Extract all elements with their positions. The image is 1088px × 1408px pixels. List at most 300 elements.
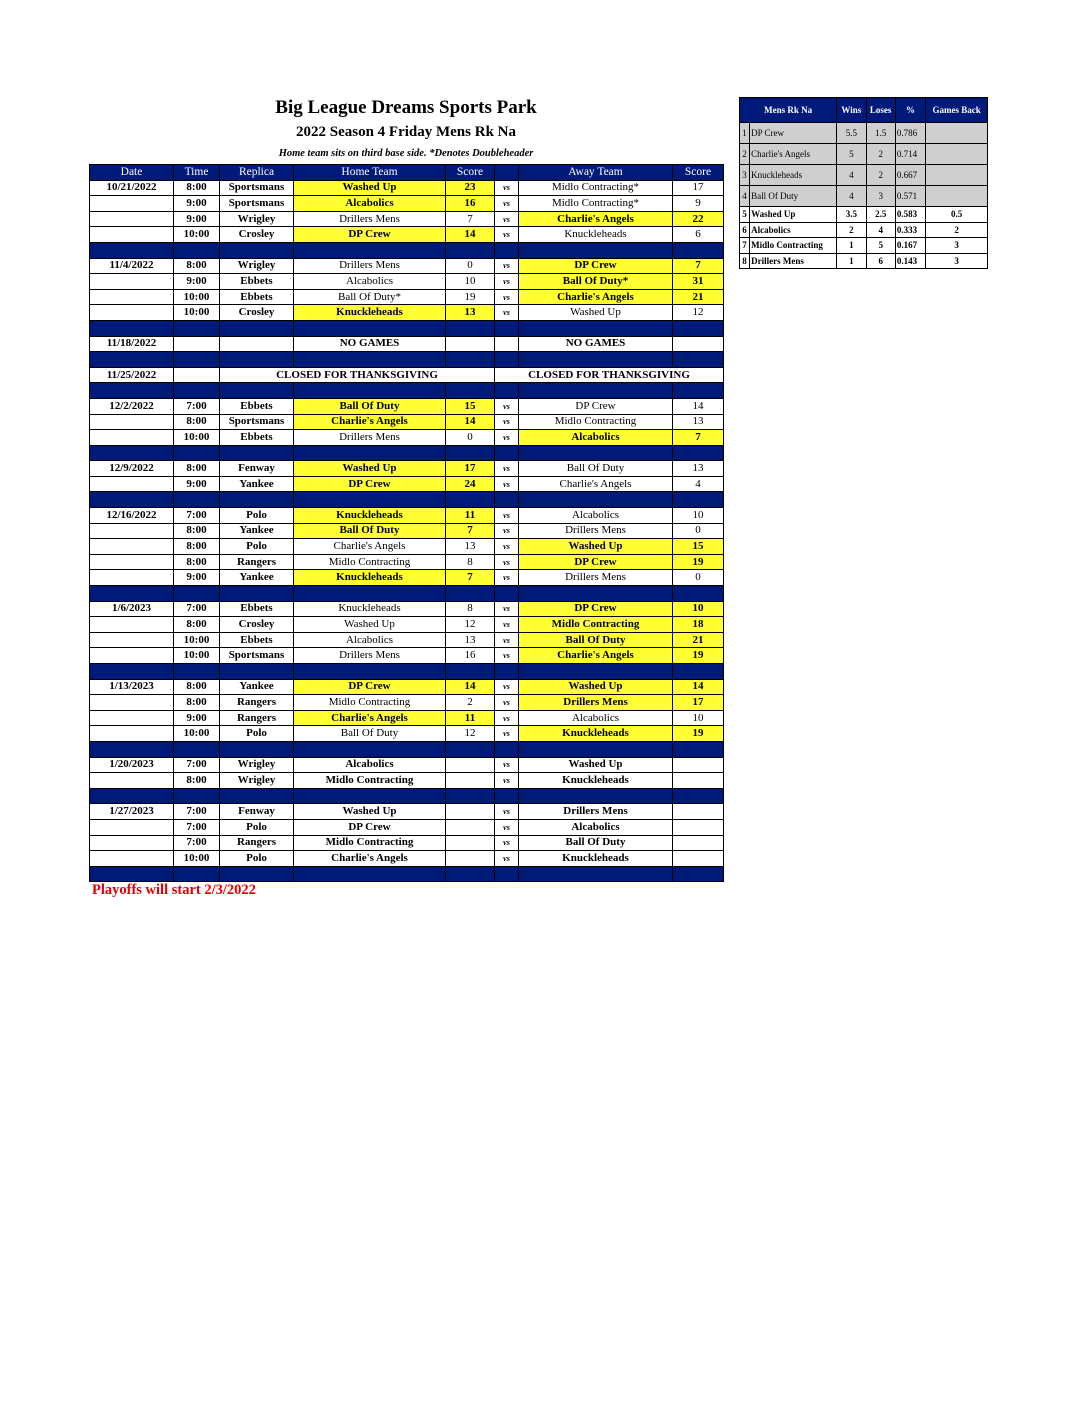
- home-team: Ball Of Duty: [294, 726, 446, 742]
- home-score: 10: [446, 274, 495, 290]
- game-date: [90, 632, 174, 648]
- vs-label: vs: [495, 430, 519, 446]
- separator-cell: [90, 352, 174, 368]
- separator-cell: [446, 866, 495, 882]
- game-time: 8:00: [174, 773, 220, 789]
- standings-col-division: Mens Rk Na: [740, 98, 837, 123]
- away-team: Washed Up: [519, 539, 673, 555]
- game-date: [90, 476, 174, 492]
- away-score: 15: [673, 539, 724, 555]
- game-time: 8:00: [174, 554, 220, 570]
- away-score: [673, 819, 724, 835]
- separator-cell: [90, 866, 174, 882]
- away-score: 12: [673, 305, 724, 321]
- standing-wins: 5: [837, 144, 866, 165]
- separator-cell: [446, 242, 495, 258]
- separator-cell: [220, 664, 294, 680]
- away-team: Ball Of Duty*: [519, 274, 673, 290]
- game-time: 10:00: [174, 305, 220, 321]
- vs-label: vs: [495, 648, 519, 664]
- vs-label: vs: [495, 570, 519, 586]
- home-score: 0: [446, 258, 495, 274]
- separator-cell: [90, 664, 174, 680]
- home-score: 8: [446, 601, 495, 617]
- game-field: Ebbets: [220, 289, 294, 305]
- home-team: Knuckleheads: [294, 570, 446, 586]
- home-team: Midlo Contracting: [294, 835, 446, 851]
- vs-label: vs: [495, 305, 519, 321]
- game-row: [90, 710, 724, 726]
- vs-label: vs: [495, 695, 519, 711]
- playoffs-notice: Playoffs will start 2/3/2022: [92, 882, 256, 898]
- away-score: 19: [673, 554, 724, 570]
- game-field: Sportsmans: [220, 414, 294, 430]
- home-team: Washed Up: [294, 804, 446, 820]
- game-field: Rangers: [220, 835, 294, 851]
- game-field: Ebbets: [220, 274, 294, 290]
- game-date: 12/2/2022: [90, 398, 174, 414]
- vs-label: vs: [495, 819, 519, 835]
- vs-label: vs: [495, 414, 519, 430]
- away-team: Drillers Mens: [519, 804, 673, 820]
- game-date: [90, 710, 174, 726]
- game-row: [90, 196, 724, 212]
- separator-cell: [294, 741, 446, 757]
- game-field: Fenway: [220, 804, 294, 820]
- game-time: 10:00: [174, 851, 220, 867]
- away-team: Knuckleheads: [519, 227, 673, 243]
- home-team: Charlie's Angels: [294, 414, 446, 430]
- game-date: [90, 773, 174, 789]
- home-score: 15: [446, 398, 495, 414]
- game-row: [90, 336, 724, 352]
- standing-games-back: 0.5: [926, 207, 988, 223]
- vs-label: vs: [495, 710, 519, 726]
- separator-cell: [673, 741, 724, 757]
- standing-rank: 2: [740, 144, 750, 165]
- away-score: 22: [673, 211, 724, 227]
- home-score: 7: [446, 570, 495, 586]
- col-away-team: Away Team: [519, 165, 673, 181]
- standing-team: Charlie's Angels: [750, 144, 837, 165]
- separator-cell: [519, 492, 673, 508]
- home-team: Knuckleheads: [294, 305, 446, 321]
- away-team: Ball Of Duty: [519, 632, 673, 648]
- standing-team: Washed Up: [750, 207, 837, 223]
- separator-cell: [519, 586, 673, 602]
- away-team: Drillers Mens: [519, 523, 673, 539]
- separator-cell: [495, 492, 519, 508]
- game-date: [90, 274, 174, 290]
- week-separator: [90, 866, 724, 882]
- game-time: 8:00: [174, 414, 220, 430]
- away-score: 17: [673, 695, 724, 711]
- game-time: 8:00: [174, 679, 220, 695]
- game-time: [174, 367, 220, 383]
- week-separator: [90, 383, 724, 399]
- closed-label: CLOSED FOR THANKSGIVING: [220, 367, 495, 383]
- game-time: 7:00: [174, 508, 220, 524]
- home-team: Charlie's Angels: [294, 851, 446, 867]
- home-score: 7: [446, 211, 495, 227]
- home-score: 8: [446, 554, 495, 570]
- away-team: Charlie's Angels: [519, 211, 673, 227]
- home-team: Alcabolics: [294, 757, 446, 773]
- home-team: Midlo Contracting: [294, 773, 446, 789]
- vs-label: vs: [495, 757, 519, 773]
- separator-cell: [90, 445, 174, 461]
- game-date: [90, 227, 174, 243]
- game-row: [90, 804, 724, 820]
- game-time: 10:00: [174, 430, 220, 446]
- away-score: 13: [673, 414, 724, 430]
- col-away-score: Score: [673, 165, 724, 181]
- away-team: Charlie's Angels: [519, 648, 673, 664]
- separator-cell: [673, 788, 724, 804]
- home-team: Drillers Mens: [294, 211, 446, 227]
- game-field: Polo: [220, 508, 294, 524]
- vs-label: vs: [495, 508, 519, 524]
- week-separator: [90, 664, 724, 680]
- away-score: 7: [673, 430, 724, 446]
- separator-cell: [294, 320, 446, 336]
- separator-cell: [673, 586, 724, 602]
- game-field: Sportsmans: [220, 196, 294, 212]
- col-vs: [495, 165, 519, 181]
- game-row: [90, 430, 724, 446]
- standing-loses: 2: [866, 165, 895, 186]
- vs-label: vs: [495, 632, 519, 648]
- standing-rank: 7: [740, 238, 750, 254]
- vs-label: vs: [495, 773, 519, 789]
- vs-label: vs: [495, 180, 519, 196]
- game-row: [90, 258, 724, 274]
- game-row: [90, 835, 724, 851]
- home-score: 17: [446, 461, 495, 477]
- game-time: 8:00: [174, 539, 220, 555]
- separator-cell: [446, 741, 495, 757]
- standing-rank: 4: [740, 186, 750, 207]
- week-separator: [90, 788, 724, 804]
- col-date: Date: [90, 165, 174, 181]
- game-field: Rangers: [220, 554, 294, 570]
- away-score: [673, 336, 724, 352]
- home-team: Charlie's Angels: [294, 710, 446, 726]
- col-home-score: Score: [446, 165, 495, 181]
- away-team: Alcabolics: [519, 508, 673, 524]
- away-team: Washed Up: [519, 679, 673, 695]
- separator-cell: [174, 320, 220, 336]
- game-date: 11/25/2022: [90, 367, 174, 383]
- separator-cell: [174, 664, 220, 680]
- standing-loses: 2: [866, 144, 895, 165]
- away-score: 14: [673, 679, 724, 695]
- game-time: 8:00: [174, 461, 220, 477]
- standing-pct: 0.786: [895, 123, 925, 144]
- separator-cell: [673, 492, 724, 508]
- vs-label: vs: [495, 274, 519, 290]
- standing-rank: 1: [740, 123, 750, 144]
- closed-row: [90, 367, 724, 383]
- game-field: Yankee: [220, 523, 294, 539]
- game-time: 10:00: [174, 632, 220, 648]
- game-field: Wrigley: [220, 757, 294, 773]
- separator-cell: [174, 741, 220, 757]
- separator-cell: [90, 492, 174, 508]
- away-score: 0: [673, 523, 724, 539]
- home-score: 14: [446, 414, 495, 430]
- game-row: [90, 695, 724, 711]
- separator-cell: [90, 741, 174, 757]
- game-field: Polo: [220, 539, 294, 555]
- game-time: 7:00: [174, 835, 220, 851]
- game-date: [90, 523, 174, 539]
- away-team: Alcabolics: [519, 819, 673, 835]
- week-separator: [90, 352, 724, 368]
- home-team: Washed Up: [294, 617, 446, 633]
- away-team: Alcabolics: [519, 710, 673, 726]
- game-field: Polo: [220, 726, 294, 742]
- home-score: 13: [446, 632, 495, 648]
- game-time: 9:00: [174, 196, 220, 212]
- separator-cell: [495, 242, 519, 258]
- away-score: 9: [673, 196, 724, 212]
- separator-cell: [220, 320, 294, 336]
- game-field: Wrigley: [220, 258, 294, 274]
- game-field: Fenway: [220, 461, 294, 477]
- game-field: Rangers: [220, 710, 294, 726]
- separator-cell: [174, 445, 220, 461]
- game-row: [90, 617, 724, 633]
- away-score: 13: [673, 461, 724, 477]
- home-team: Drillers Mens: [294, 430, 446, 446]
- standing-games-back: [926, 165, 988, 186]
- away-team: Knuckleheads: [519, 726, 673, 742]
- standing-pct: 0.571: [895, 186, 925, 207]
- home-score: 12: [446, 617, 495, 633]
- home-score: 12: [446, 726, 495, 742]
- standing-games-back: 2: [926, 222, 988, 238]
- game-row: [90, 398, 724, 414]
- standings-row: [740, 165, 988, 186]
- away-team: Washed Up: [519, 305, 673, 321]
- schedule-note: Home team sits on third base side. *Denotes Doubleheader: [278, 148, 534, 159]
- vs-label: vs: [495, 461, 519, 477]
- game-field: Polo: [220, 851, 294, 867]
- home-score: 14: [446, 679, 495, 695]
- game-row: [90, 211, 724, 227]
- game-date: 1/13/2023: [90, 679, 174, 695]
- game-row: [90, 773, 724, 789]
- vs-label: vs: [495, 289, 519, 305]
- separator-cell: [220, 866, 294, 882]
- game-field: [220, 336, 294, 352]
- home-team: Midlo Contracting: [294, 695, 446, 711]
- standing-team: Ball Of Duty: [750, 186, 837, 207]
- game-date: [90, 430, 174, 446]
- home-team: Midlo Contracting: [294, 554, 446, 570]
- game-date: [90, 819, 174, 835]
- vs-label: vs: [495, 601, 519, 617]
- separator-cell: [446, 383, 495, 399]
- home-score: 0: [446, 430, 495, 446]
- separator-cell: [90, 788, 174, 804]
- game-time: 8:00: [174, 180, 220, 196]
- separator-cell: [495, 741, 519, 757]
- schedule-table: [89, 164, 724, 882]
- separator-cell: [495, 788, 519, 804]
- separator-cell: [673, 445, 724, 461]
- col-replica: Replica: [220, 165, 294, 181]
- game-date: 1/20/2023: [90, 757, 174, 773]
- separator-cell: [446, 320, 495, 336]
- home-team: Ball Of Duty*: [294, 289, 446, 305]
- away-team: DP Crew: [519, 258, 673, 274]
- game-row: [90, 554, 724, 570]
- standing-wins: 5.5: [837, 123, 866, 144]
- game-time: 9:00: [174, 274, 220, 290]
- away-team: DP Crew: [519, 554, 673, 570]
- away-score: 10: [673, 710, 724, 726]
- game-date: [90, 196, 174, 212]
- home-team: DP Crew: [294, 679, 446, 695]
- standing-games-back: [926, 144, 988, 165]
- col-time: Time: [174, 165, 220, 181]
- standing-pct: 0.143: [895, 253, 925, 269]
- home-team: Alcabolics: [294, 196, 446, 212]
- game-field: Yankee: [220, 476, 294, 492]
- separator-cell: [495, 320, 519, 336]
- separator-cell: [174, 492, 220, 508]
- home-team: Washed Up: [294, 461, 446, 477]
- home-score: [446, 336, 495, 352]
- standing-pct: 0.333: [895, 222, 925, 238]
- game-time: 7:00: [174, 757, 220, 773]
- separator-cell: [220, 788, 294, 804]
- game-date: [90, 211, 174, 227]
- game-field: Rangers: [220, 695, 294, 711]
- home-team: Ball Of Duty: [294, 523, 446, 539]
- separator-cell: [220, 352, 294, 368]
- game-field: Sportsmans: [220, 648, 294, 664]
- away-team: Alcabolics: [519, 430, 673, 446]
- game-field: Ebbets: [220, 430, 294, 446]
- game-time: 8:00: [174, 695, 220, 711]
- home-team: NO GAMES: [294, 336, 446, 352]
- home-team: Charlie's Angels: [294, 539, 446, 555]
- home-team: Knuckleheads: [294, 601, 446, 617]
- standing-loses: 3: [866, 186, 895, 207]
- separator-cell: [519, 866, 673, 882]
- separator-cell: [519, 352, 673, 368]
- game-field: Yankee: [220, 570, 294, 586]
- separator-cell: [673, 320, 724, 336]
- standing-loses: 1.5: [866, 123, 895, 144]
- game-row: [90, 508, 724, 524]
- separator-cell: [446, 445, 495, 461]
- away-team: NO GAMES: [519, 336, 673, 352]
- separator-cell: [519, 788, 673, 804]
- game-row: [90, 757, 724, 773]
- separator-cell: [294, 866, 446, 882]
- game-time: 7:00: [174, 398, 220, 414]
- separator-cell: [446, 352, 495, 368]
- game-time: 7:00: [174, 819, 220, 835]
- separator-cell: [495, 445, 519, 461]
- standing-wins: 4: [837, 186, 866, 207]
- away-score: [673, 757, 724, 773]
- game-date: 12/9/2022: [90, 461, 174, 477]
- week-separator: [90, 492, 724, 508]
- standing-pct: 0.583: [895, 207, 925, 223]
- away-team: DP Crew: [519, 398, 673, 414]
- week-separator: [90, 741, 724, 757]
- away-score: [673, 835, 724, 851]
- separator-cell: [519, 741, 673, 757]
- game-row: [90, 461, 724, 477]
- standing-rank: 3: [740, 165, 750, 186]
- home-score: 14: [446, 227, 495, 243]
- game-date: [90, 414, 174, 430]
- game-date: [90, 695, 174, 711]
- separator-cell: [220, 445, 294, 461]
- away-team: Ball Of Duty: [519, 461, 673, 477]
- separator-cell: [519, 445, 673, 461]
- away-team: Charlie's Angels: [519, 289, 673, 305]
- separator-cell: [90, 383, 174, 399]
- away-score: 21: [673, 289, 724, 305]
- vs-label: vs: [495, 539, 519, 555]
- game-field: Crosley: [220, 617, 294, 633]
- week-separator: [90, 586, 724, 602]
- standings-col-wins: Wins: [837, 98, 866, 123]
- separator-cell: [519, 383, 673, 399]
- separator-cell: [673, 664, 724, 680]
- game-row: [90, 648, 724, 664]
- standings-row: [740, 207, 988, 223]
- standing-wins: 1: [837, 253, 866, 269]
- standing-wins: 1: [837, 238, 866, 254]
- separator-cell: [294, 352, 446, 368]
- col-home-team: Home Team: [294, 165, 446, 181]
- away-team: Midlo Contracting: [519, 414, 673, 430]
- game-date: 11/18/2022: [90, 336, 174, 352]
- home-score: 11: [446, 710, 495, 726]
- separator-cell: [90, 242, 174, 258]
- separator-cell: [673, 242, 724, 258]
- away-score: 19: [673, 648, 724, 664]
- separator-cell: [294, 242, 446, 258]
- game-date: [90, 570, 174, 586]
- game-time: 9:00: [174, 476, 220, 492]
- vs-label: vs: [495, 851, 519, 867]
- separator-cell: [220, 242, 294, 258]
- away-score: 0: [673, 570, 724, 586]
- standing-team: Knuckleheads: [750, 165, 837, 186]
- separator-cell: [220, 741, 294, 757]
- vs-label: vs: [495, 617, 519, 633]
- separator-cell: [220, 586, 294, 602]
- separator-cell: [294, 788, 446, 804]
- standing-team: DP Crew: [750, 123, 837, 144]
- separator-cell: [673, 383, 724, 399]
- game-field: Ebbets: [220, 601, 294, 617]
- standings-header-row: [740, 98, 988, 123]
- standings-row: [740, 253, 988, 269]
- standing-wins: 2: [837, 222, 866, 238]
- game-date: [90, 289, 174, 305]
- game-time: 10:00: [174, 227, 220, 243]
